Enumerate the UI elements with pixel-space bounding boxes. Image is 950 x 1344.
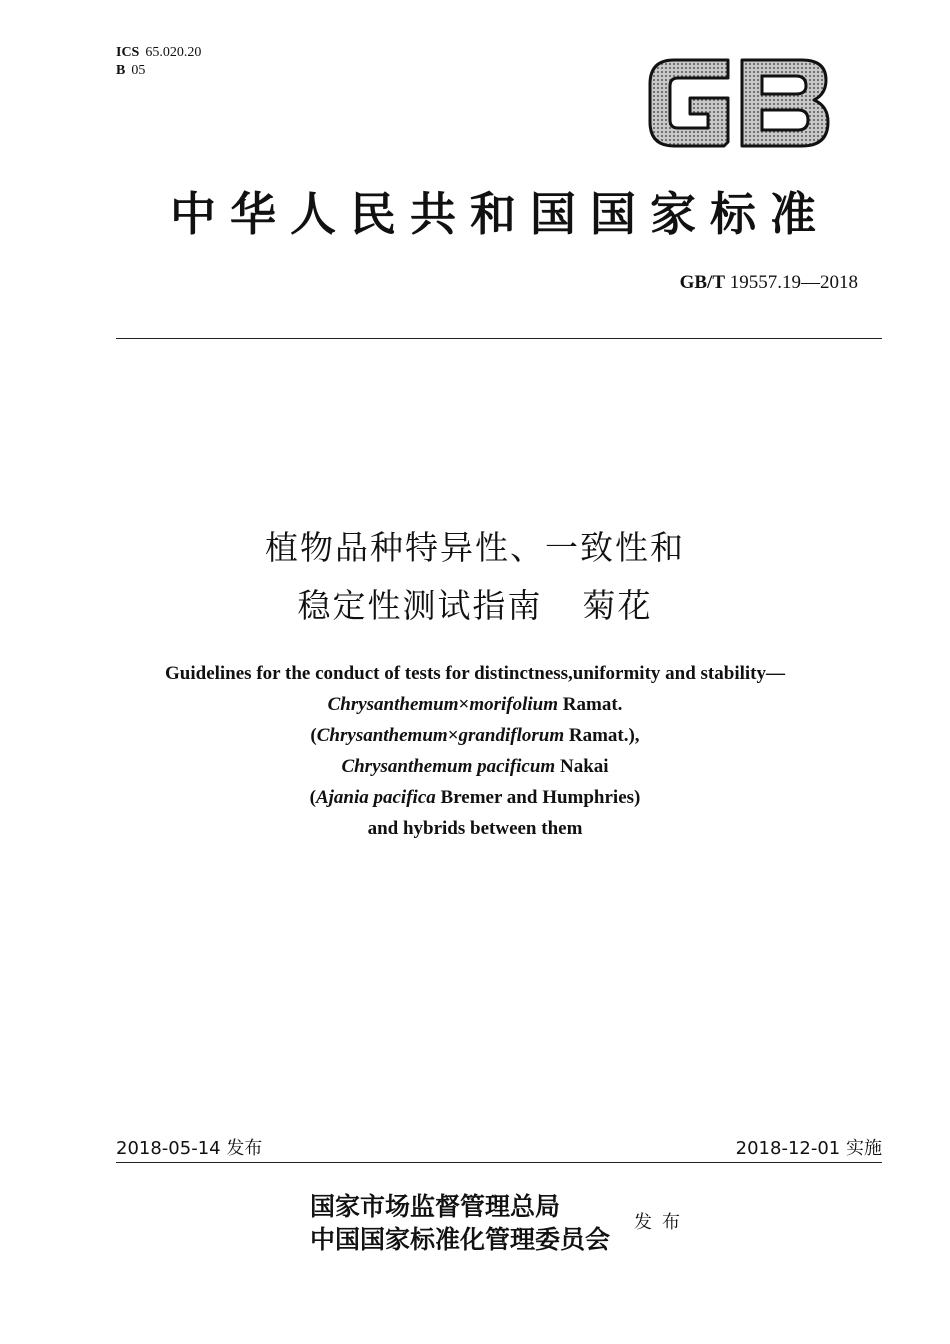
- standard-code: 19557.19—2018: [729, 272, 858, 293]
- ccs-code: 05: [131, 63, 146, 78]
- standard-type-title: 中华人民共和国国家标准: [170, 187, 830, 241]
- ccs-line: [116, 62, 201, 80]
- bottom-divider: [116, 1162, 882, 1163]
- species-name: Chrysanthemum: [316, 725, 448, 746]
- ics-line: [116, 44, 201, 62]
- open-paren: (: [309, 787, 316, 808]
- species-name: Ajania pacifica: [315, 787, 436, 808]
- issuing-authorities: [310, 1190, 610, 1256]
- author-name: Ramat.),: [568, 725, 640, 746]
- english-title-line4: [0, 751, 950, 782]
- english-title: [0, 658, 950, 844]
- english-title-line2: [0, 689, 950, 720]
- hybrid-cross: ×: [447, 725, 459, 746]
- ics-code: 65.020.20: [145, 45, 202, 60]
- issuer-sac: 中国国家标准化管理委员会: [310, 1225, 611, 1254]
- author-name: Nakai: [559, 756, 609, 777]
- issue-label: 发布: [634, 1212, 690, 1233]
- chinese-title-main: 稳定性测试指南: [297, 586, 543, 625]
- chinese-title-line1: 植物品种特异性、一致性和: [265, 528, 685, 567]
- species-epithet: grandiflorum: [458, 725, 565, 746]
- species-name: Chrysanthemum pacificum: [341, 756, 556, 777]
- species-name: Chrysanthemum: [327, 694, 459, 715]
- standard-number: [680, 272, 858, 294]
- ccs-label: B: [116, 63, 126, 78]
- classification-codes: [116, 44, 201, 80]
- issue-date: 2018-05-14 发布: [116, 1138, 263, 1159]
- issuer-samr: 国家市场监督管理总局: [310, 1192, 561, 1221]
- standard-prefix: GB/T: [679, 272, 725, 293]
- ics-label: ICS: [116, 45, 140, 60]
- english-title-line1: Guidelines for the conduct of tests for distinctness,uniformity and stability—: [165, 663, 785, 684]
- english-title-line3: [0, 720, 950, 751]
- top-divider: [116, 338, 882, 339]
- species-epithet: morifolium: [469, 694, 559, 715]
- english-title-line6: and hybrids between them: [367, 818, 583, 839]
- implementation-date: 2018-12-01 实施: [735, 1138, 882, 1159]
- chinese-title-crop: 菊花: [582, 586, 653, 625]
- author-name: Bremer and Humphries): [440, 787, 641, 808]
- author-name: Ramat.: [562, 694, 623, 715]
- open-paren: (: [310, 725, 317, 746]
- chinese-title-line2: [0, 580, 950, 627]
- hybrid-cross: ×: [458, 694, 470, 715]
- english-title-line5: [0, 782, 950, 813]
- gb-logo-icon: [644, 54, 834, 152]
